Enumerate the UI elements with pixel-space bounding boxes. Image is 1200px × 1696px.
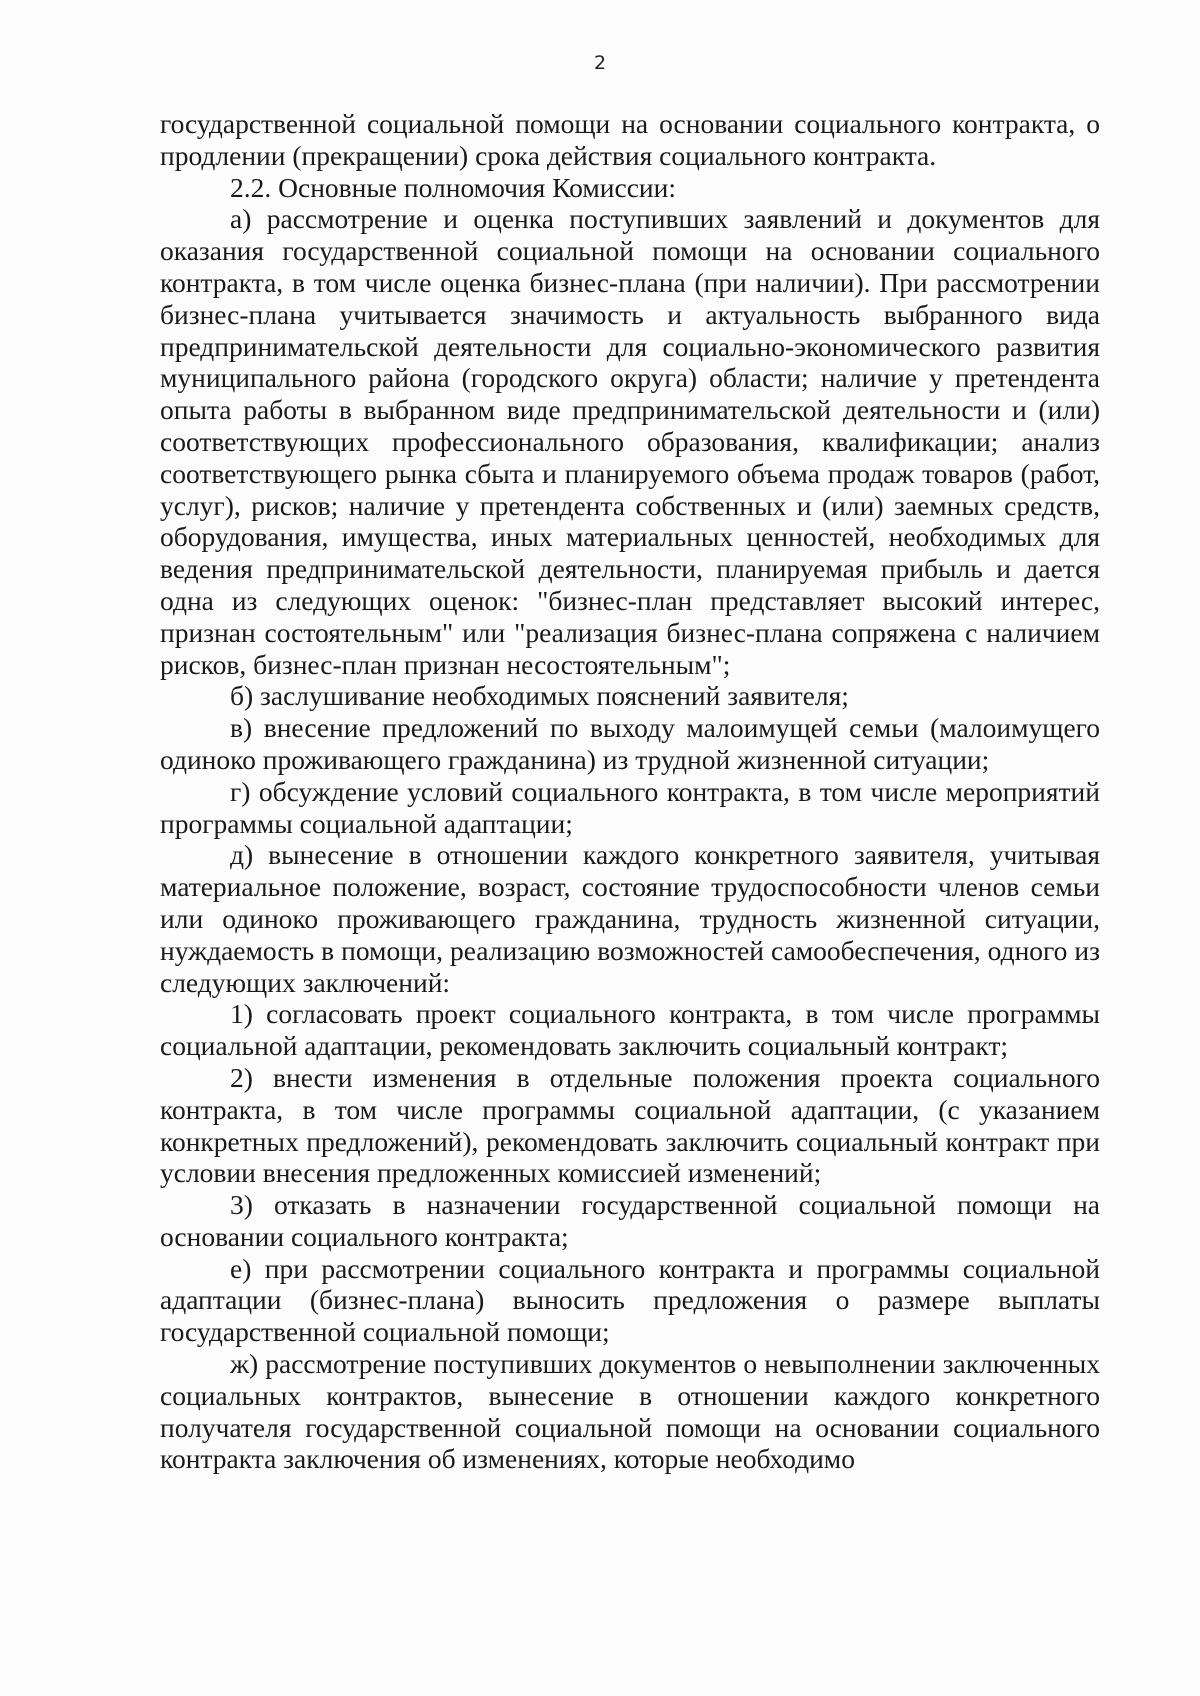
section-heading-2-2: 2.2. Основные полномочия Комиссии: [230,171,677,203]
paragraph-item-v: в) внесение предложений по выходу малоимущей семьи (малоимущего одиноко проживающего гражданина) из трудной жизненной ситуации; [160,712,1100,775]
paragraph-item-d: д) вынесение в отношении каждого конкретного заявителя, учитывая материальное положение, возраст, состояние трудоспособности членов семьи или одиноко проживающего гражданина, трудность жизненной ситуации, нуждаемость в помощи, реализацию возможностей самообеспечения, одного из следующих заключений: [160,839,1100,998]
document-body [160,108,1100,1475]
paragraph-continuation: государственной социальной помощи на основании социального контракта, о продлении (прекращении) срока действия социального контракта. [160,108,1100,171]
paragraph-item-zh: ж) рассмотрение поступивших документов о невыполнении заключенных социальных контрактов, вынесение в отношении каждого конкретного получателя государственной социальной помощи на основании социального контракта заключения об изменениях, которые необходимо [160,1348,1100,1475]
page-number: 2 [593,52,607,74]
paragraph-item-g: г) обсуждение условий социального контракта, в том числе мероприятий программы социальной адаптации; [160,775,1100,839]
paragraph-item-a: а) рассмотрение и оценка поступивших заявлений и документов для оказания государственной социальной помощи на основании социального контракта, в том числе оценка бизнес-плана (при наличии). При рассмотрении бизнес-плана учитывается значимость и актуальность выбранного вида предпринимательской деятельности для социально-экономического развития муниципального района (городского округа) области; наличие у претендента опыта работы в выбранном виде предпринимательской деятельности и (или) соответствующих профессионального образования, квалификации; анализ соответствующего рынка сбыта и планируемого объема продаж товаров (работ, услуг), рисков; наличие у претендента собственных и (или) заемных средств, оборудования, имущества, иных материальных ценностей, необходимых для ведения предпринимательской деятельности, планируемая прибыль и дается одна из следующих оценок: "бизнес-план представляет высокий интерес, признан состоятельным" или "реализация бизнес-плана сопряжена с наличием рисков, бизнес-план признан несостоятельным"; [160,203,1100,680]
paragraph-subitem-2: 2) внести изменения в отдельные положения проекта социального контракта, в том числе программы социальной адаптации, (с указанием конкретных предложений), рекомендовать заключить социальный контракт при условии внесения предложенных комиссией изменений; [160,1061,1100,1189]
paragraph-subitem-1: 1) согласовать проект социального контракта, в том числе программы социальной адаптации, рекомендовать заключить социальный контракт; [160,998,1100,1062]
paragraph-item-b: б) заслушивание необходимых пояснений заявителя; [230,680,849,712]
paragraph-item-e: е) при рассмотрении социального контракта и программы социальной адаптации (бизнес-плана) выносить предложения о размере выплаты государственной социальной помощи; [160,1252,1100,1348]
paragraph-subitem-3: 3) отказать в назначении государственной социальной помощи на основании социального контракта; [160,1189,1100,1252]
